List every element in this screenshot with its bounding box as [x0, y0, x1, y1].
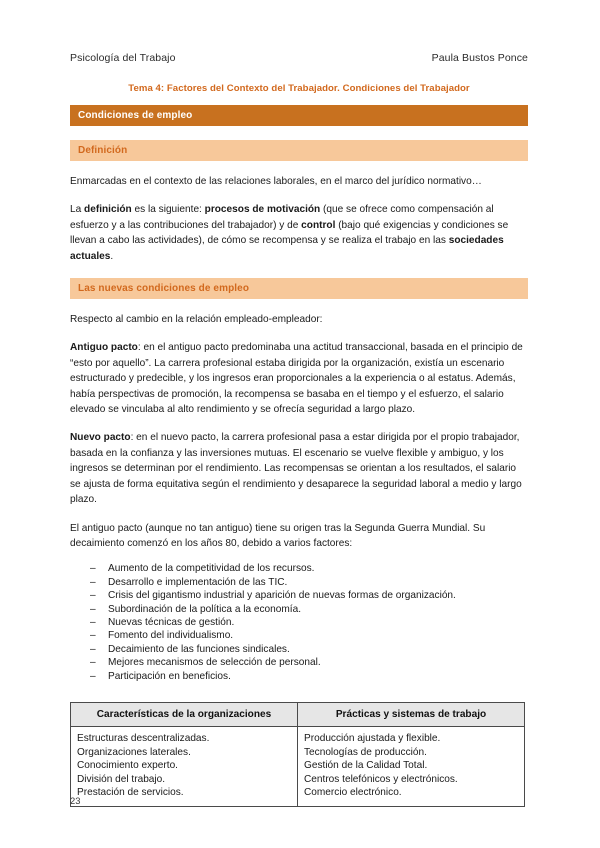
paragraph-definicion-detalle: [70, 202, 528, 264]
cell-line: Gestión de la Calidad Total.: [304, 760, 428, 772]
cell-line: División del trabajo.: [77, 773, 166, 785]
table-header-cell-practicas: Prácticas y sistemas de trabajo: [298, 702, 525, 726]
table-cell-practicas: [298, 726, 525, 806]
cell-line: Estructuras descentralizadas.: [77, 732, 210, 744]
bold-antiguo-pacto: Antiguo pacto: [70, 342, 138, 354]
table-row: [71, 726, 525, 806]
text-run: (bajo qué exigencias y condiciones se llevan a cabo las actividades), de cómo se recompensa y se realiza el trabajo en las: [70, 219, 509, 247]
page-number: 23: [70, 795, 81, 806]
bold-control: control: [301, 219, 336, 231]
list-item: – Nuevas técnicas de gestión.: [70, 616, 528, 629]
cell-line: Conocimiento experto.: [77, 760, 178, 772]
list-item: – Aumento de la competitividad de los recursos.: [70, 562, 528, 575]
cell-line: Comercio electrónico.: [304, 787, 402, 799]
cell-line: Tecnologías de producción.: [304, 746, 427, 758]
paragraph-definicion-intro: Enmarcadas en el contexto de las relaciones laborales, en el marco del jurídico normativo…: [70, 176, 482, 187]
chapter-title: Tema 4: Factores del Contexto del Trabajador. Condiciones del Trabajador: [128, 83, 470, 94]
paragraph-origen-pacto: El antiguo pacto (aunque no tan antiguo) tiene su origen tras la Segunda Guerra Mundial. Su decaimiento comenzó en los años 80, debido a varios factores:: [70, 522, 486, 549]
section-banner-label: Condiciones de empleo: [78, 110, 193, 121]
cell-line: Prestación de servicios.: [77, 787, 184, 799]
subsection-banner-nuevas-condiciones: [70, 278, 528, 299]
cell-line: Organizaciones laterales.: [77, 746, 191, 758]
running-header: [70, 0, 528, 64]
list-item: – Crisis del gigantismo industrial y aparición de nuevas formas de organización.: [70, 589, 528, 602]
list-item: – Subordinación de la política a la economía.: [70, 603, 528, 616]
bold-sociedades-actuales: sociedades actuales: [70, 235, 504, 262]
author-name: Paula Bustos Ponce: [431, 52, 528, 64]
list-item: – Mejores mecanismos de selección de personal.: [70, 656, 528, 669]
factores-list: [70, 562, 528, 683]
course-title: Psicología del Trabajo: [70, 52, 176, 64]
text-run: es la siguiente:: [131, 204, 205, 216]
paragraph-antiguo-pacto: [70, 340, 528, 417]
text-run: : en el nuevo pacto, la carrera profesional pasa a estar dirigida por el propio trabajador, basada en la confianza y las inversiones mutuas. El escenario se vuelve flexible y ambiguo, y los ingresos se determinan por el rendimiento. Las recompensas se orientan a los resultados, el salario se ajusta de forma equitativa según el rendimiento y desaparece la seguridad laboral a medio y largo plazo.: [70, 432, 522, 506]
text-run: La: [70, 204, 85, 216]
subsection-banner-label: Definición: [78, 145, 128, 156]
paragraph-nuevo-pacto: [70, 430, 528, 507]
table-header-row: [71, 702, 525, 726]
bold-nuevo-pacto: Nuevo pacto: [70, 432, 131, 444]
subsection-banner-definicion: [70, 140, 528, 161]
cell-line: Producción ajustada y flexible.: [304, 732, 441, 744]
list-item: – Desarrollo e implementación de las TIC.: [70, 576, 528, 589]
text-run: .: [110, 250, 114, 262]
cell-line: Centros telefónicos y electrónicos.: [304, 773, 458, 785]
bold-definicion: definición: [84, 204, 132, 216]
text-run: : en el antiguo pacto predominaba una actitud transaccional, basada en el principio de “esto por aquello”. La carrera profesional estaba dirigida por la organización, existía un escenario estructurado y predecible, y los ingresos eran proporcionales a la experiencia o al estatus. Además, había perspectivas de promoción, la recompensa se basaba en el tiempo y el esfuerzo, el salario elevado se vinculaba al alto rendimiento y se ofrecía seguridad a largo plazo.: [70, 342, 523, 416]
bold-procesos-motivacion: procesos de motivación: [204, 204, 321, 216]
subsection-banner-label: Las nuevas condiciones de empleo: [78, 283, 250, 295]
table-cell-caracteristicas: [71, 726, 298, 806]
list-item: – Participación en beneficios.: [70, 670, 528, 683]
text-run: (que se ofrece como compensación al esfuerzo y a las contribuciones del trabajador) y de: [70, 204, 494, 231]
table-header-cell-caracteristicas: Características de la organizaciones: [71, 702, 298, 726]
list-item: – Fomento del individualismo.: [70, 629, 528, 642]
list-item: – Decaimiento de las funciones sindicales.: [70, 643, 528, 656]
paragraph-respecto-cambio: Respecto al cambio en la relación empleado-empleador:: [70, 314, 323, 326]
comparison-table: [70, 702, 525, 807]
section-banner-condiciones-de-empleo: [70, 105, 528, 126]
